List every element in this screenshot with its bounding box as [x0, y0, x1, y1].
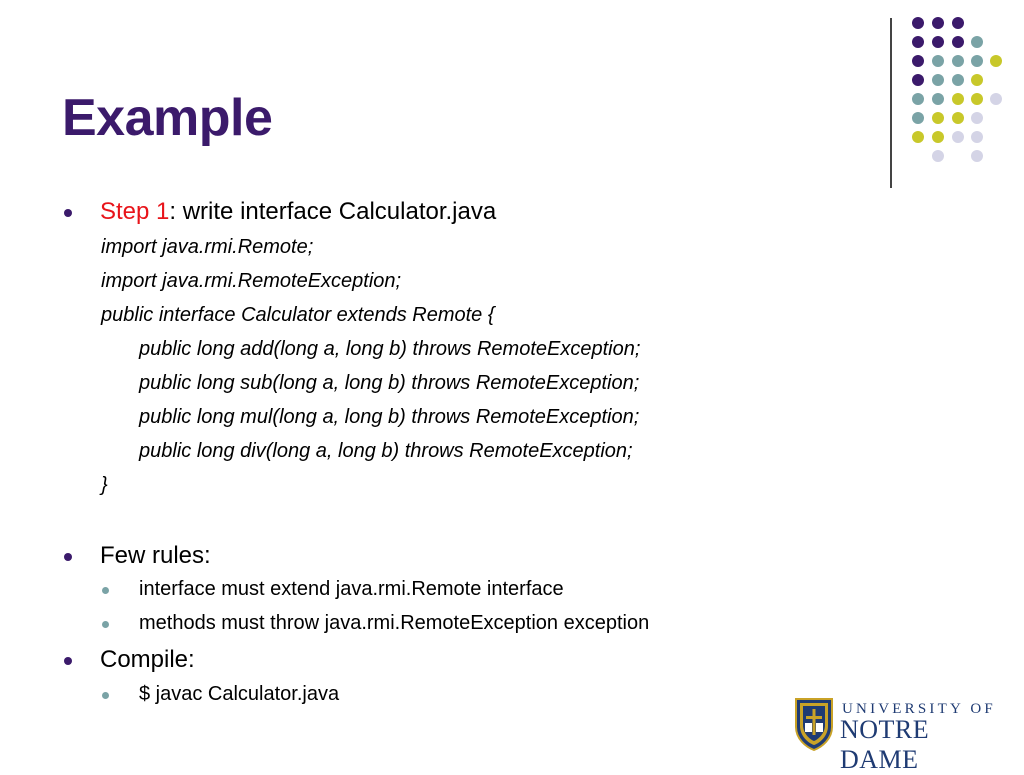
code-line: public long add(long a, long b) throws RemoteException;: [139, 338, 641, 360]
code-line: public long sub(long a, long b) throws RemoteException;: [139, 372, 640, 394]
notre-dame-shield-icon: [794, 697, 834, 751]
university-logo: [794, 697, 1004, 774]
logo-text-notre-dame: NOTRE DAME: [840, 715, 930, 774]
code-line: }: [101, 474, 108, 496]
rule-item: methods must throw java.rmi.RemoteException exception: [139, 612, 650, 634]
compile-item: $ javac Calculator.java: [139, 683, 340, 705]
rules-heading: Few rules:: [100, 542, 211, 569]
logo-text-university-of: UNIVERSITY OF: [842, 701, 996, 717]
step-heading: [100, 198, 496, 226]
bullet-icon: [64, 657, 72, 665]
step-text: : write interface Calculator.java: [169, 198, 497, 225]
step-label: Step 1: [100, 198, 170, 225]
code-line: import java.rmi.RemoteException;: [101, 270, 402, 292]
slide-title: Example: [62, 89, 273, 147]
bullet-icon: [64, 209, 72, 217]
compile-heading: Compile:: [100, 646, 195, 673]
sub-bullet-icon: [102, 692, 109, 699]
code-line: import java.rmi.Remote;: [101, 236, 314, 258]
rule-item: interface must extend java.rmi.Remote interface: [139, 578, 564, 600]
sub-bullet-icon: [102, 621, 109, 628]
code-line: public long div(long a, long b) throws RemoteException;: [139, 440, 633, 462]
code-line: public interface Calculator extends Remote {: [101, 304, 495, 326]
bullet-icon: [64, 553, 72, 561]
sub-bullet-icon: [102, 587, 109, 594]
code-line: public long mul(long a, long b) throws RemoteException;: [139, 406, 640, 428]
